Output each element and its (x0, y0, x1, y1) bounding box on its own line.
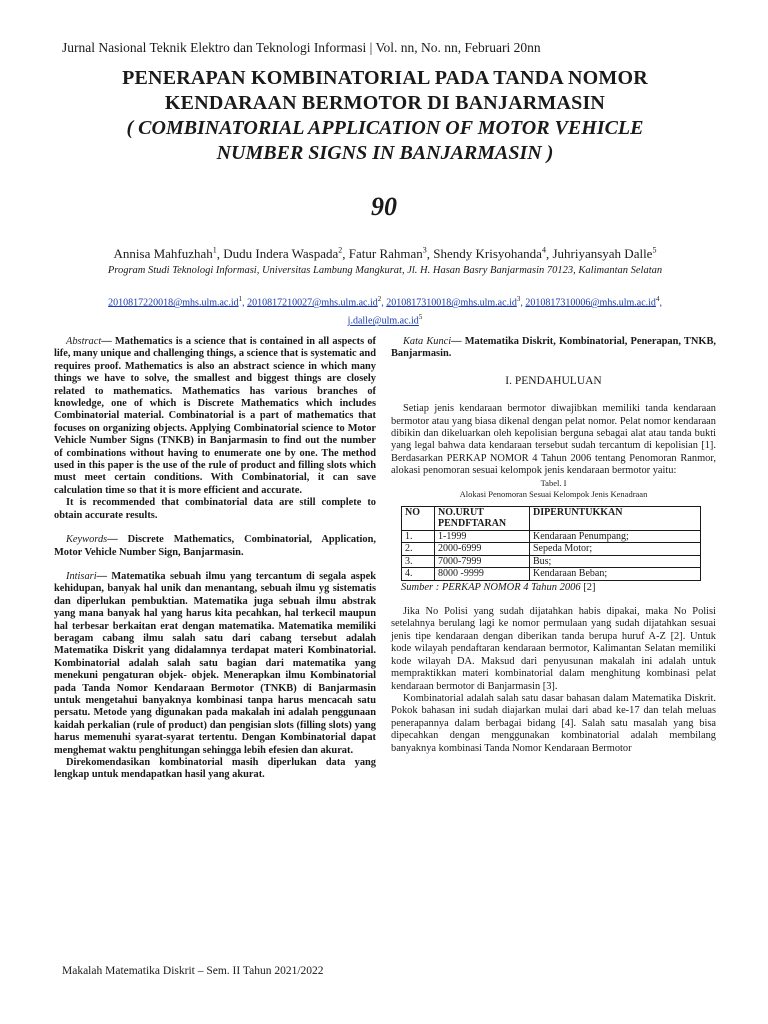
email-link[interactable]: 2010817210027@mhs.ulm.ac.id (247, 297, 378, 309)
table-source: Sumber : PERKAP NOMOR 4 Tahun 2006 [2] (401, 581, 596, 593)
abstract-label: Abstract (66, 336, 102, 347)
intro-paragraph-1: Setiap jenis kendaraan bermotor diwajibkan memiliki tanda kendaraan bermotor atau yang biasa dikenal dengan pelat nomor. Pelat nomor kendaraan dibikin dan dikeluarkan oleh kepolisian berguna sebagai alat atau tanda bukti yang legal bahwa data kendaraan tersebut sudah tercantum di kepolisian [1]. Berdasarkan PERKAP NOMOR 4 Tahun 2006 tentang Penomoran Ranmor, alokasi penomoran sesuai kelompok jenis kendaraan bermotor yaitu: (391, 403, 716, 477)
author: Annisa Mahfuzhah$^1$ (113, 246, 217, 262)
section-heading: I. PENDAHULUAN (505, 374, 602, 387)
abstract-recommendation: It is recommended that combinatorial data are still complete to obtain accurate results. (54, 497, 376, 521)
table-cell: 2. (402, 543, 435, 556)
table-cell: 3. (402, 555, 435, 568)
table-row (402, 568, 701, 581)
email-link[interactable]: j.dalle@ulm.ac.id (347, 315, 419, 327)
author: Shendy Krisyohanda$^4$ (433, 246, 546, 262)
intisari-recommendation: Direkomendasikan kombinatorial masih diperlukan data yang lengkap untuk mendapatkan hasil yang akurat. (54, 757, 376, 781)
intisari-paragraph: Intisari— Matematika sebuah ilmu yang tercantum di segala aspek kehidupan, banyak hal unik dan menantang, sebuah ilmu yg sistematis dan diperlukan pembuktian. Matematika juga sebuah ilmu abstrak yang mana banyak hal yang harus kita pecahkan, hal terkecil maupun hal terbesar berkaitan erat dengan matematika. Matematika memiliki beragam cabang ilmu salah satu dari cabang tersebut adalah Matematika Diskrit yang didalamnya terdapat materi Kombinatorial. Kombinatorial adalah salah satu bagian dari matematika yang menekuni pengaturan objek- objek. Menerapkan ilmu Kombinatorial pada Tanda Nomor Kendaraan Bermotor (TNKB) di Banjarmasin untuk mengetahui banyaknya kombinasi tanpa harus mencacah satu persatu. Metode yang digunakan pada makalah ini adalah penggunaan kaidah perkalian (rule of product) dan pengisian slots (filling slots) yang harus memenuhi syarat-syarat tertentu. Dengan Kombinatorial dapat menghemat waktu penghitungan sehingga lebih efesien dan akurat. (54, 570, 376, 756)
table-cell: Kendaraan Penumpang; (530, 530, 701, 543)
page-footer: Makalah Matematika Diskrit – Sem. II Tahun 2021/2022 (62, 965, 324, 977)
right-column (391, 336, 716, 755)
intisari-label: Intisari (66, 570, 97, 582)
title-indonesian-line-2: KENDARAAN BERMOTOR DI BANJARMASIN (164, 92, 606, 114)
table-header-row (402, 506, 701, 530)
title-english-line-1: ( COMBINATORIAL APPLICATION OF MOTOR VEHICLE (126, 117, 644, 139)
author: Dudu Indera Waspada$^2$ (223, 246, 343, 262)
table-row (402, 543, 701, 556)
kata-kunci-label: Kata Kunci (403, 336, 452, 347)
table-row (402, 555, 701, 568)
table-header-cell: NO.URUT PENDFTARAN (435, 506, 530, 530)
intro-paragraph-2: Jika No Polisi yang sudah dijatahkan habis dipakai, maka No Polisi setelahnya berulang lagi ke nomor permulaan yang sudah dijatahkan sesuai jenis tipe kendaraan dengan diberikan tanda berupa huruf A-Z [2]. Untuk kode wilayah pendaftaran kendaraan bermotor, Kalimantan Selatan memiliki kode wilayah DA. Maksud dari penyusunan makalah ini adalah untuk mempraktikkan materi kombinatorial dalam menghitung kombinasi pelat kendaraan bermotor di Banjarmasin [3]. (391, 606, 716, 692)
keywords-label: Keywords (66, 534, 108, 546)
paper-number: 90 (371, 192, 397, 221)
abstract-paragraph: Abstract— Mathematics is a science that is contained in all aspects of life, many unique and challenging things, a science that is systematic and requires proof. Mathematics is also an abstract science in which many things we have to solve, the smallest and biggest things are closely related to mathematics. Mathematics has various branches of knowledge, one of which is Discrete Mathematics which includes Combinatorial material. Combinatorial is a part of mathematics that focuses on organizing objects. Applying Combinatorial science to Motor Vehicle Number Signs (TNKB) in Banjarmasin to find out the number of combinations without having to enumerate one by one. The method used in this paper is the use of the rule of product and filling slots which must meet certain conditions. With Combinatorial, it can save calculation time so that it is more efficient and accurate. (54, 336, 376, 496)
intro-paragraph-3: Kombinatorial adalah salah satu dasar bahasan dalam Matematika Diskrit. Pokok bahasan ini sudah diajarkan mulai dari abad ke-17 dan telah meluas penerapannya dalam berbagai bidang [4]. Salah satu masalah yang bisa dipecahkan dengan menggunakan kombinatorial adalah membilang banyaknya kombinasi Tanda Nomor Kendaraan Bermotor (391, 692, 716, 754)
email-list: $2010817220018@mhs.ulm.ac.id^1$, $2010817210027@mhs.ulm.ac.id^2$, $2010817310018@mhs.ulm.ac.id^3$, $2010817310006@mhs.ulm.ac.id^4$, $j.dalle@ulm.ac.id^5$ (108, 295, 662, 327)
author-list: Annisa Mahfuzhah$^1$, Dudu Indera Waspada$^2$, Fatur Rahman$^3$, Shendy Krisyohanda$^4$, Juhriyansyah Dalle$^5$ (113, 246, 657, 262)
table-caption-title: Alokasi Penomoran Sesuai Kelompok Jenis Kenadraan (459, 488, 648, 499)
table-header-cell: DIPERUNTUKKAN (530, 506, 701, 530)
keywords-paragraph: Keywords— Discrete Mathematics, Combinatorial, Application, Motor Vehicle Number Sign, Banjarmasin. (54, 534, 376, 558)
table-cell: 1-1999 (435, 530, 530, 543)
title-block (40, 66, 730, 166)
table-header-cell: NO (402, 506, 435, 530)
table-cell: 8000 -9999 (435, 568, 530, 581)
email-link[interactable]: 2010817310006@mhs.ulm.ac.id (525, 297, 656, 309)
title-indonesian-line-1: PENERAPAN KOMBINATORIAL PADA TANDA NOMOR (122, 67, 648, 89)
table-cell: 2000-6999 (435, 543, 530, 556)
author: Fatur Rahman$^3$ (348, 246, 427, 262)
table-cell: Bus; (530, 555, 701, 568)
journal-header: Jurnal Nasional Teknik Elektro dan Teknologi Informasi | Vol. nn, No. nn, Februari 20nn (62, 40, 541, 55)
author: Juhriyansyah Dalle$^5$ (552, 246, 657, 262)
title-english-line-2: NUMBER SIGNS IN BANJARMASIN ) (216, 142, 554, 164)
left-column (54, 336, 376, 782)
email-link[interactable]: 2010817310018@mhs.ulm.ac.id (386, 297, 517, 309)
email-link[interactable]: 2010817220018@mhs.ulm.ac.id (108, 297, 239, 309)
allocation-table (401, 506, 701, 581)
table-cell: 7000-7999 (435, 555, 530, 568)
table-cell: Sepeda Motor; (530, 543, 701, 556)
kata-kunci-paragraph: Kata Kunci— Matematika Diskrit, Kombinatorial, Penerapan, TNKB, Banjarmasin. (391, 336, 716, 360)
table-cell: 4. (402, 568, 435, 581)
affiliation: Program Studi Teknologi Informasi, Universitas Lambung Mangkurat, Jl. H. Hasan Basry Banjarmasin 70123, Kalimantan Selatan (107, 265, 663, 276)
table-cell: 1. (402, 530, 435, 543)
table-cell: Kendaraan Beban; (530, 568, 701, 581)
table-caption-label: Tabel. I (540, 477, 567, 488)
table-row (402, 530, 701, 543)
